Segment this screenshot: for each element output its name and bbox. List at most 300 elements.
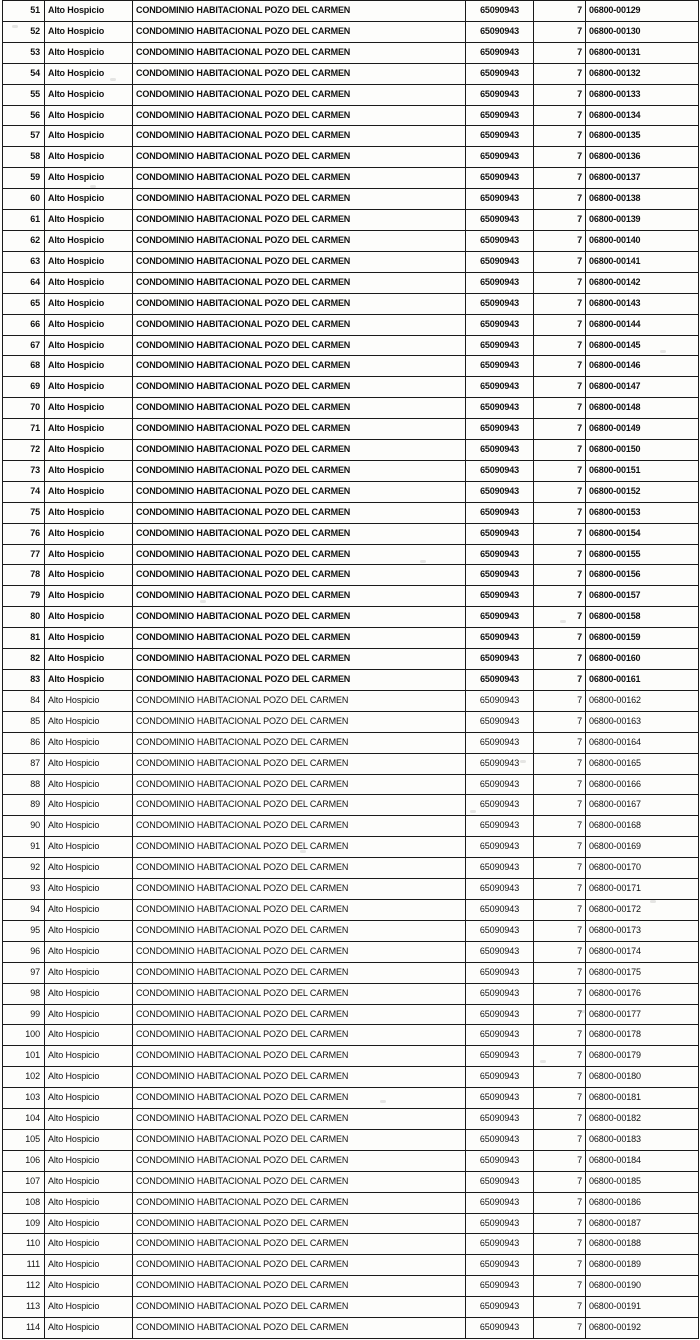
check-digit-cell: 7	[534, 272, 586, 293]
table-row	[3, 1213, 699, 1234]
code-cell: 06800-00184	[586, 1150, 699, 1171]
code-cell: 06800-00183	[586, 1129, 699, 1150]
comuna-cell: Alto Hospicio	[45, 251, 133, 272]
comuna-cell: Alto Hospicio	[45, 565, 133, 586]
table-row	[3, 1, 699, 22]
property-name-cell: CONDOMINIO HABITACIONAL POZO DEL CARMEN	[133, 816, 466, 837]
rol-cell: 65090943	[466, 774, 534, 795]
property-name-cell: CONDOMINIO HABITACIONAL POZO DEL CARMEN	[133, 523, 466, 544]
code-cell: 06800-00178	[586, 1025, 699, 1046]
rol-cell: 65090943	[466, 63, 534, 84]
table-body	[3, 1, 699, 1339]
comuna-cell: Alto Hospicio	[45, 1297, 133, 1318]
code-cell: 06800-00192	[586, 1318, 699, 1339]
property-name-cell: CONDOMINIO HABITACIONAL POZO DEL CARMEN	[133, 1297, 466, 1318]
rol-cell: 65090943	[466, 440, 534, 461]
table-row	[3, 523, 699, 544]
check-digit-cell: 7	[534, 502, 586, 523]
scan-speck	[470, 810, 476, 813]
rol-cell: 65090943	[466, 1297, 534, 1318]
code-cell: 06800-00187	[586, 1213, 699, 1234]
code-cell: 06800-00172	[586, 899, 699, 920]
property-name-cell: CONDOMINIO HABITACIONAL POZO DEL CARMEN	[133, 1067, 466, 1088]
table-row	[3, 440, 699, 461]
row-number-cell: 112	[3, 1276, 45, 1297]
table-row	[3, 879, 699, 900]
rol-cell: 65090943	[466, 753, 534, 774]
check-digit-cell: 7	[534, 690, 586, 711]
property-register-table	[2, 0, 699, 1339]
check-digit-cell: 7	[534, 314, 586, 335]
code-cell: 06800-00131	[586, 42, 699, 63]
check-digit-cell: 7	[534, 628, 586, 649]
code-cell: 06800-00155	[586, 544, 699, 565]
table-row	[3, 670, 699, 691]
row-number-cell: 103	[3, 1088, 45, 1109]
property-name-cell: CONDOMINIO HABITACIONAL POZO DEL CARMEN	[133, 377, 466, 398]
code-cell: 06800-00170	[586, 858, 699, 879]
row-number-cell: 67	[3, 335, 45, 356]
rol-cell: 65090943	[466, 941, 534, 962]
row-number-cell: 54	[3, 63, 45, 84]
comuna-cell: Alto Hospicio	[45, 314, 133, 335]
check-digit-cell: 7	[534, 607, 586, 628]
row-number-cell: 60	[3, 189, 45, 210]
table-row	[3, 502, 699, 523]
row-number-cell: 72	[3, 440, 45, 461]
check-digit-cell: 7	[534, 377, 586, 398]
check-digit-cell: 7	[534, 837, 586, 858]
code-cell: 06800-00153	[586, 502, 699, 523]
check-digit-cell: 7	[534, 1025, 586, 1046]
table-row	[3, 105, 699, 126]
table-row	[3, 1171, 699, 1192]
table-row	[3, 63, 699, 84]
comuna-cell: Alto Hospicio	[45, 105, 133, 126]
property-name-cell: CONDOMINIO HABITACIONAL POZO DEL CARMEN	[133, 105, 466, 126]
property-name-cell: CONDOMINIO HABITACIONAL POZO DEL CARMEN	[133, 1171, 466, 1192]
property-name-cell: CONDOMINIO HABITACIONAL POZO DEL CARMEN	[133, 210, 466, 231]
row-number-cell: 87	[3, 753, 45, 774]
rol-cell: 65090943	[466, 1, 534, 22]
property-name-cell: CONDOMINIO HABITACIONAL POZO DEL CARMEN	[133, 544, 466, 565]
rol-cell: 65090943	[466, 1150, 534, 1171]
rol-cell: 65090943	[466, 105, 534, 126]
comuna-cell: Alto Hospicio	[45, 858, 133, 879]
property-name-cell: CONDOMINIO HABITACIONAL POZO DEL CARMEN	[133, 84, 466, 105]
check-digit-cell: 7	[534, 586, 586, 607]
scan-speck	[90, 185, 96, 188]
code-cell: 06800-00190	[586, 1276, 699, 1297]
comuna-cell: Alto Hospicio	[45, 690, 133, 711]
comuna-cell: Alto Hospicio	[45, 1255, 133, 1276]
comuna-cell: Alto Hospicio	[45, 649, 133, 670]
table-row	[3, 314, 699, 335]
code-cell: 06800-00137	[586, 168, 699, 189]
comuna-cell: Alto Hospicio	[45, 941, 133, 962]
property-name-cell: CONDOMINIO HABITACIONAL POZO DEL CARMEN	[133, 335, 466, 356]
comuna-cell: Alto Hospicio	[45, 63, 133, 84]
rol-cell: 65090943	[466, 1109, 534, 1130]
check-digit-cell: 7	[534, 962, 586, 983]
comuna-cell: Alto Hospicio	[45, 1067, 133, 1088]
property-name-cell: CONDOMINIO HABITACIONAL POZO DEL CARMEN	[133, 586, 466, 607]
code-cell: 06800-00160	[586, 649, 699, 670]
table-row	[3, 1255, 699, 1276]
check-digit-cell: 7	[534, 1150, 586, 1171]
row-number-cell: 74	[3, 481, 45, 502]
code-cell: 06800-00154	[586, 523, 699, 544]
check-digit-cell: 7	[534, 1234, 586, 1255]
rol-cell: 65090943	[466, 649, 534, 670]
comuna-cell: Alto Hospicio	[45, 147, 133, 168]
comuna-cell: Alto Hospicio	[45, 670, 133, 691]
rol-cell: 65090943	[466, 920, 534, 941]
rol-cell: 65090943	[466, 126, 534, 147]
comuna-cell: Alto Hospicio	[45, 837, 133, 858]
table-row	[3, 837, 699, 858]
table-row	[3, 544, 699, 565]
property-name-cell: CONDOMINIO HABITACIONAL POZO DEL CARMEN	[133, 419, 466, 440]
property-name-cell: CONDOMINIO HABITACIONAL POZO DEL CARMEN	[133, 962, 466, 983]
scan-speck	[660, 350, 666, 353]
row-number-cell: 62	[3, 230, 45, 251]
property-name-cell: CONDOMINIO HABITACIONAL POZO DEL CARMEN	[133, 1234, 466, 1255]
table-row	[3, 1025, 699, 1046]
row-number-cell: 79	[3, 586, 45, 607]
rol-cell: 65090943	[466, 983, 534, 1004]
row-number-cell: 105	[3, 1129, 45, 1150]
row-number-cell: 66	[3, 314, 45, 335]
rol-cell: 65090943	[466, 544, 534, 565]
code-cell: 06800-00145	[586, 335, 699, 356]
check-digit-cell: 7	[534, 210, 586, 231]
check-digit-cell: 7	[534, 565, 586, 586]
code-cell: 06800-00163	[586, 711, 699, 732]
property-name-cell: CONDOMINIO HABITACIONAL POZO DEL CARMEN	[133, 440, 466, 461]
property-name-cell: CONDOMINIO HABITACIONAL POZO DEL CARMEN	[133, 314, 466, 335]
code-cell: 06800-00135	[586, 126, 699, 147]
table-row	[3, 1150, 699, 1171]
comuna-cell: Alto Hospicio	[45, 1046, 133, 1067]
row-number-cell: 68	[3, 356, 45, 377]
row-number-cell: 88	[3, 774, 45, 795]
table-row	[3, 962, 699, 983]
code-cell: 06800-00176	[586, 983, 699, 1004]
row-number-cell: 55	[3, 84, 45, 105]
scan-speck	[610, 720, 616, 723]
row-number-cell: 92	[3, 858, 45, 879]
rol-cell: 65090943	[466, 335, 534, 356]
scan-speck	[380, 1100, 386, 1103]
rol-cell: 65090943	[466, 565, 534, 586]
row-number-cell: 85	[3, 711, 45, 732]
scan-speck	[540, 1060, 546, 1063]
scan-speck	[12, 25, 18, 28]
row-number-cell: 107	[3, 1171, 45, 1192]
comuna-cell: Alto Hospicio	[45, 1, 133, 22]
check-digit-cell: 7	[534, 1109, 586, 1130]
comuna-cell: Alto Hospicio	[45, 1318, 133, 1339]
table-row	[3, 1234, 699, 1255]
property-name-cell: CONDOMINIO HABITACIONAL POZO DEL CARMEN	[133, 711, 466, 732]
row-number-cell: 114	[3, 1318, 45, 1339]
comuna-cell: Alto Hospicio	[45, 607, 133, 628]
rol-cell: 65090943	[466, 84, 534, 105]
rol-cell: 65090943	[466, 189, 534, 210]
rol-cell: 65090943	[466, 1067, 534, 1088]
rol-cell: 65090943	[466, 502, 534, 523]
comuna-cell: Alto Hospicio	[45, 628, 133, 649]
property-name-cell: CONDOMINIO HABITACIONAL POZO DEL CARMEN	[133, 983, 466, 1004]
rol-cell: 65090943	[466, 670, 534, 691]
property-name-cell: CONDOMINIO HABITACIONAL POZO DEL CARMEN	[133, 670, 466, 691]
code-cell: 06800-00181	[586, 1088, 699, 1109]
code-cell: 06800-00177	[586, 1004, 699, 1025]
scan-speck	[520, 760, 526, 763]
rol-cell: 65090943	[466, 962, 534, 983]
code-cell: 06800-00166	[586, 774, 699, 795]
rol-cell: 65090943	[466, 523, 534, 544]
code-cell: 06800-00130	[586, 21, 699, 42]
property-name-cell: CONDOMINIO HABITACIONAL POZO DEL CARMEN	[133, 732, 466, 753]
row-number-cell: 63	[3, 251, 45, 272]
row-number-cell: 99	[3, 1004, 45, 1025]
property-name-cell: CONDOMINIO HABITACIONAL POZO DEL CARMEN	[133, 628, 466, 649]
table-row	[3, 1088, 699, 1109]
table-row	[3, 586, 699, 607]
table-row	[3, 1297, 699, 1318]
code-cell: 06800-00175	[586, 962, 699, 983]
property-name-cell: CONDOMINIO HABITACIONAL POZO DEL CARMEN	[133, 1046, 466, 1067]
property-name-cell: CONDOMINIO HABITACIONAL POZO DEL CARMEN	[133, 189, 466, 210]
code-cell: 06800-00129	[586, 1, 699, 22]
rol-cell: 65090943	[466, 1255, 534, 1276]
check-digit-cell: 7	[534, 84, 586, 105]
comuna-cell: Alto Hospicio	[45, 586, 133, 607]
table-row	[3, 251, 699, 272]
table-row	[3, 189, 699, 210]
table-row	[3, 690, 699, 711]
table-row	[3, 356, 699, 377]
property-name-cell: CONDOMINIO HABITACIONAL POZO DEL CARMEN	[133, 1025, 466, 1046]
comuna-cell: Alto Hospicio	[45, 544, 133, 565]
property-name-cell: CONDOMINIO HABITACIONAL POZO DEL CARMEN	[133, 168, 466, 189]
rol-cell: 65090943	[466, 377, 534, 398]
check-digit-cell: 7	[534, 899, 586, 920]
table-row	[3, 899, 699, 920]
comuna-cell: Alto Hospicio	[45, 1109, 133, 1130]
table-row	[3, 941, 699, 962]
rol-cell: 65090943	[466, 837, 534, 858]
table-row	[3, 272, 699, 293]
check-digit-cell: 7	[534, 1171, 586, 1192]
property-name-cell: CONDOMINIO HABITACIONAL POZO DEL CARMEN	[133, 1088, 466, 1109]
code-cell: 06800-00173	[586, 920, 699, 941]
table-row	[3, 732, 699, 753]
rol-cell: 65090943	[466, 690, 534, 711]
row-number-cell: 90	[3, 816, 45, 837]
check-digit-cell: 7	[534, 544, 586, 565]
row-number-cell: 82	[3, 649, 45, 670]
code-cell: 06800-00149	[586, 419, 699, 440]
code-cell: 06800-00171	[586, 879, 699, 900]
scan-speck	[110, 78, 116, 81]
comuna-cell: Alto Hospicio	[45, 502, 133, 523]
property-name-cell: CONDOMINIO HABITACIONAL POZO DEL CARMEN	[133, 858, 466, 879]
code-cell: 06800-00179	[586, 1046, 699, 1067]
table-row	[3, 1004, 699, 1025]
comuna-cell: Alto Hospicio	[45, 460, 133, 481]
code-cell: 06800-00186	[586, 1192, 699, 1213]
table-row	[3, 774, 699, 795]
property-name-cell: CONDOMINIO HABITACIONAL POZO DEL CARMEN	[133, 460, 466, 481]
row-number-cell: 84	[3, 690, 45, 711]
comuna-cell: Alto Hospicio	[45, 21, 133, 42]
check-digit-cell: 7	[534, 795, 586, 816]
table-row	[3, 858, 699, 879]
property-name-cell: CONDOMINIO HABITACIONAL POZO DEL CARMEN	[133, 1, 466, 22]
table-row	[3, 398, 699, 419]
row-number-cell: 65	[3, 293, 45, 314]
property-name-cell: CONDOMINIO HABITACIONAL POZO DEL CARMEN	[133, 1109, 466, 1130]
table-row	[3, 607, 699, 628]
check-digit-cell: 7	[534, 105, 586, 126]
property-name-cell: CONDOMINIO HABITACIONAL POZO DEL CARMEN	[133, 293, 466, 314]
check-digit-cell: 7	[534, 816, 586, 837]
row-number-cell: 80	[3, 607, 45, 628]
comuna-cell: Alto Hospicio	[45, 1025, 133, 1046]
rol-cell: 65090943	[466, 1046, 534, 1067]
comuna-cell: Alto Hospicio	[45, 1129, 133, 1150]
check-digit-cell: 7	[534, 1297, 586, 1318]
property-name-cell: CONDOMINIO HABITACIONAL POZO DEL CARMEN	[133, 565, 466, 586]
code-cell: 06800-00144	[586, 314, 699, 335]
comuna-cell: Alto Hospicio	[45, 523, 133, 544]
row-number-cell: 108	[3, 1192, 45, 1213]
scan-speck	[560, 620, 566, 623]
code-cell: 06800-00152	[586, 481, 699, 502]
property-name-cell: CONDOMINIO HABITACIONAL POZO DEL CARMEN	[133, 920, 466, 941]
row-number-cell: 69	[3, 377, 45, 398]
row-number-cell: 52	[3, 21, 45, 42]
property-name-cell: CONDOMINIO HABITACIONAL POZO DEL CARMEN	[133, 1192, 466, 1213]
code-cell: 06800-00169	[586, 837, 699, 858]
code-cell: 06800-00185	[586, 1171, 699, 1192]
code-cell: 06800-00132	[586, 63, 699, 84]
row-number-cell: 94	[3, 899, 45, 920]
row-number-cell: 78	[3, 565, 45, 586]
property-name-cell: CONDOMINIO HABITACIONAL POZO DEL CARMEN	[133, 1150, 466, 1171]
check-digit-cell: 7	[534, 440, 586, 461]
check-digit-cell: 7	[534, 1067, 586, 1088]
comuna-cell: Alto Hospicio	[45, 1088, 133, 1109]
comuna-cell: Alto Hospicio	[45, 753, 133, 774]
property-name-cell: CONDOMINIO HABITACIONAL POZO DEL CARMEN	[133, 1255, 466, 1276]
check-digit-cell: 7	[534, 920, 586, 941]
scan-speck	[30, 360, 36, 363]
property-name-cell: CONDOMINIO HABITACIONAL POZO DEL CARMEN	[133, 63, 466, 84]
rol-cell: 65090943	[466, 147, 534, 168]
check-digit-cell: 7	[534, 670, 586, 691]
row-number-cell: 76	[3, 523, 45, 544]
check-digit-cell: 7	[534, 858, 586, 879]
comuna-cell: Alto Hospicio	[45, 210, 133, 231]
code-cell: 06800-00142	[586, 272, 699, 293]
rol-cell: 65090943	[466, 1088, 534, 1109]
table-row	[3, 983, 699, 1004]
check-digit-cell: 7	[534, 460, 586, 481]
comuna-cell: Alto Hospicio	[45, 335, 133, 356]
check-digit-cell: 7	[534, 1318, 586, 1339]
code-cell: 06800-00162	[586, 690, 699, 711]
table-row	[3, 42, 699, 63]
code-cell: 06800-00159	[586, 628, 699, 649]
comuna-cell: Alto Hospicio	[45, 920, 133, 941]
code-cell: 06800-00180	[586, 1067, 699, 1088]
row-number-cell: 77	[3, 544, 45, 565]
check-digit-cell: 7	[534, 335, 586, 356]
code-cell: 06800-00156	[586, 565, 699, 586]
check-digit-cell: 7	[534, 356, 586, 377]
table-row	[3, 21, 699, 42]
comuna-cell: Alto Hospicio	[45, 1192, 133, 1213]
check-digit-cell: 7	[534, 1129, 586, 1150]
code-cell: 06800-00134	[586, 105, 699, 126]
code-cell: 06800-00151	[586, 460, 699, 481]
rol-cell: 65090943	[466, 1276, 534, 1297]
row-number-cell: 56	[3, 105, 45, 126]
check-digit-cell: 7	[534, 774, 586, 795]
table-row	[3, 230, 699, 251]
property-name-cell: CONDOMINIO HABITACIONAL POZO DEL CARMEN	[133, 502, 466, 523]
comuna-cell: Alto Hospicio	[45, 879, 133, 900]
comuna-cell: Alto Hospicio	[45, 481, 133, 502]
check-digit-cell: 7	[534, 523, 586, 544]
row-number-cell: 83	[3, 670, 45, 691]
rol-cell: 65090943	[466, 419, 534, 440]
rol-cell: 65090943	[466, 1234, 534, 1255]
table-row	[3, 711, 699, 732]
scan-speck	[600, 1220, 606, 1223]
comuna-cell: Alto Hospicio	[45, 419, 133, 440]
check-digit-cell: 7	[534, 1004, 586, 1025]
code-cell: 06800-00167	[586, 795, 699, 816]
rol-cell: 65090943	[466, 1213, 534, 1234]
comuna-cell: Alto Hospicio	[45, 983, 133, 1004]
comuna-cell: Alto Hospicio	[45, 711, 133, 732]
comuna-cell: Alto Hospicio	[45, 1276, 133, 1297]
table-row	[3, 1109, 699, 1130]
rol-cell: 65090943	[466, 42, 534, 63]
check-digit-cell: 7	[534, 21, 586, 42]
rol-cell: 65090943	[466, 210, 534, 231]
code-cell: 06800-00182	[586, 1109, 699, 1130]
table-row	[3, 816, 699, 837]
rol-cell: 65090943	[466, 816, 534, 837]
rol-cell: 65090943	[466, 460, 534, 481]
rol-cell: 65090943	[466, 795, 534, 816]
table-row	[3, 795, 699, 816]
rol-cell: 65090943	[466, 230, 534, 251]
rol-cell: 65090943	[466, 607, 534, 628]
check-digit-cell: 7	[534, 732, 586, 753]
code-cell: 06800-00139	[586, 210, 699, 231]
property-name-cell: CONDOMINIO HABITACIONAL POZO DEL CARMEN	[133, 607, 466, 628]
row-number-cell: 89	[3, 795, 45, 816]
table-row	[3, 377, 699, 398]
row-number-cell: 91	[3, 837, 45, 858]
